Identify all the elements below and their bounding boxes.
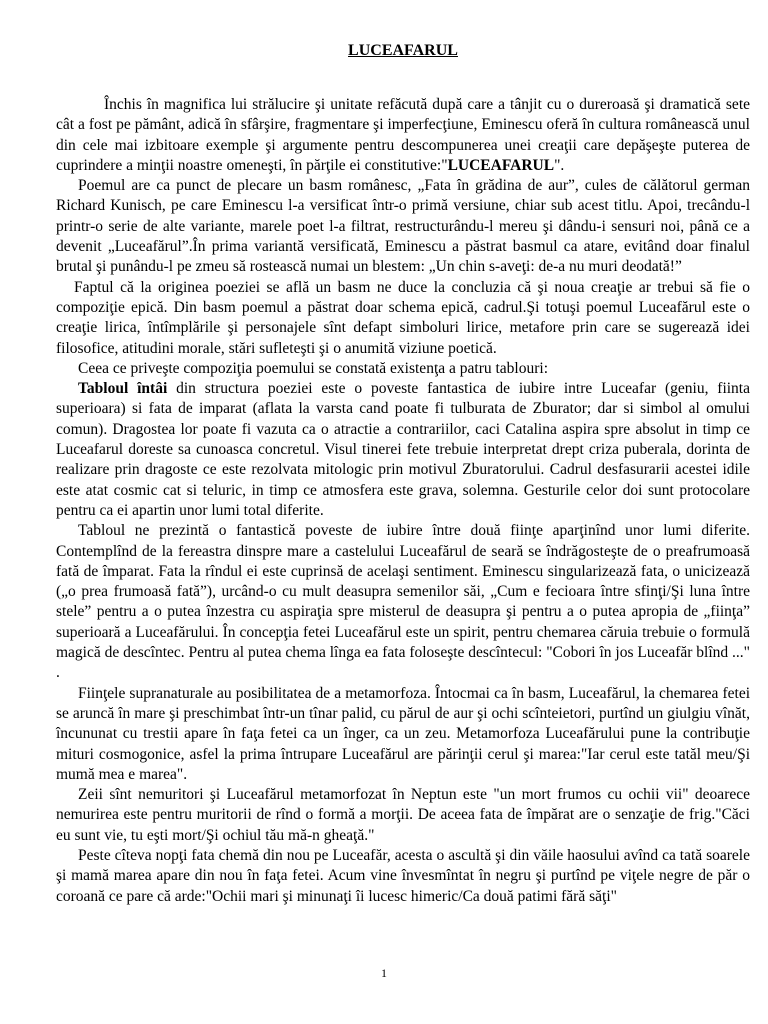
paragraph-love-story: Tabloul ne prezintă o fantastică poveste de iubire între două fiinţe aparţinînd unor lumi diferite. Contemplînd de la fereastra dinspre mare a castelului Luceafărul de seară se îndrăgosteşte de o preafrumoasă fată de împarat. Fata la rîndul ei este cuprinsă de acelaşi sentiment. Eminescu singularizează fata, o unicizează („o prea frumoasă fată”), urcând-o cu mult deasupra semenilor săi, „Cum e fecioara între sfinţi/Şi luna între stele” pentru a o putea înzestra cu aspiraţia spre misterul de deasupra şi pentru a o putea apropia de „fiinţa” superioară a Luceafărului. În concepţia fetei Luceafărul este un spirit, pentru chemarea căruia trebuie o formulă magică de descîntec. Pentru al putea chema lînga ea fata foloseşte descîntecul: "Cobori în jos Luceafăr blînd ..." .: [56, 522, 750, 682]
paragraph-origin: Poemul are ca punct de plecare un basm românesc, „Fata în grădina de aur”, cules de călătorul german Richard Kunisch, pe care Eminescu l-a versificat într-o primă versiune, chiar sub acest titlu. Apoi, trecându-l printr-o serie de alte variante, marele poet l-a filtrat, restructurându-l mereu şi dându-i sensuri noi, până ce a devenit „Luceafărul”.În prima variantă versificată, Eminescu a păstrat basmul ca atare, evitând doar finalul brutal şi punându-l pe zmeu să rostească numai un blestem: „Un chin s-aveţi: de-a nu muri deodată!”: [56, 177, 750, 276]
first-tableau-text: din structura poeziei este o poveste fantastica de iubire intre Luceafar (geniu, fiinta superioara) si fata de imparat (aflata la varsta cand poate fi tulburata de Zburator; dar si simbol al omului comun). Dragostea lor poate fi vazuta ca o atractie a contrariilor, caci Catalina aspira spre absolut in timp ce Luceafarul doreste sa cunoasca concretul. Visul tinerei fete trebuie interpretat drept criza puberala, dorinta de realizare prin dragoste ce este rezolvata mitologic prin motivul Zburatorului. Cadrul desfasurarii acestei idile este atat cosmic cat si teluric, in timp ce atmosfera este grava, solemna. Gesturile celor doi sunt protocolare pentru ca ei apartin unor lumi total diferite.: [56, 380, 750, 519]
paragraph-composition: Ceea ce priveşte compoziţia poemului se constată existenţa a patru tablouri:: [78, 359, 548, 377]
first-tableau-heading: Tabloul întâi: [78, 380, 168, 398]
paragraph-intro: [56, 95, 750, 176]
paragraph-intro-end: ".: [554, 156, 565, 174]
document-title: LUCEAFARUL: [348, 42, 458, 59]
paragraph-intro-text: Închis în magnifica lui strălucire şi unitate refăcută după care a tânjit cu o dureroasă şi dramatică sete cât a fost pe pământ, adică în sfârşire, fragmentare şi imperfecţiune, Eminescu oferă în cultura românească unul din cele mai izbitoare exemple şi argumente pentru descompunerea unei creaţii care depăşeşte puterea de cuprindere a minţii noastre omeneşti, în părţile ei constitutive:": [56, 96, 750, 174]
document-page: [56, 40, 750, 907]
paragraph-metamorphosis: Fiinţele supranaturale au posibilitatea de a metamorfoza. Întocmai ca în basm, Luceafărul, la chemarea fetei se aruncă în mare şi preschimbat într-un tînar palid, cu părul de aur şi ochi scînteietori, purtînd un giulgiu vînăt, încununat cu trestii apare în faţa fetei ca un înger, ca un zeu. Metamorfoza Luceafărului pune la contribuţie mituri cosmogonice, asfel la prima întrupare Luceafărul are părinţii cerul şi marea:"Iar cerul este tatăl meu/Şi mumă mea e marea".: [56, 684, 750, 783]
paragraph-second-call: Peste cîteva nopţi fata chemă din nou pe Luceafăr, acesta o ascultă şi din văile haosului avînd ca tată soarele şi mamă marea apare din nou în faţa fetei. Acum vine învesmîntat în negru şi purtînd pe viţele negre de păr o coroană ce pare că arde:"Ochii mari şi minunaţi îi lucesc himeric/Ca două patimi fără săţi": [56, 846, 750, 905]
poem-title-bold: LUCEAFARUL: [447, 156, 555, 174]
paragraph-epic: Faptul că la originea poeziei se află un basm ne duce la concluzia că şi noua creaţie ar trebui să fie o compoziţie epică. Din basm poemul a păstrat doar schema epică, cadrul.Şi totuşi poemul Luceafărul este o creaţie lirica, întîmplările şi personajele sînt defapt simboluri lirice, metafore prin care se sugerează idei filosofice, atitudini morale, stări sufleteşti şi o anumită viziune poetică.: [56, 278, 750, 357]
page-number: 1: [381, 966, 387, 980]
paragraph-immortality: Zeii sînt nemuritori şi Luceafărul metamorfozat în Neptun este "un mort frumos cu ochii vii" deoarece nemurirea este pentru muritorii de rînd o formă a morţii. De aceea fata de împărat are o senzaţie de frig."Căci eu sunt vie, tu eşti mort/Şi ochiul tău mă-n gheaţă.": [56, 786, 750, 844]
paragraph-first-tableau: [56, 379, 750, 521]
